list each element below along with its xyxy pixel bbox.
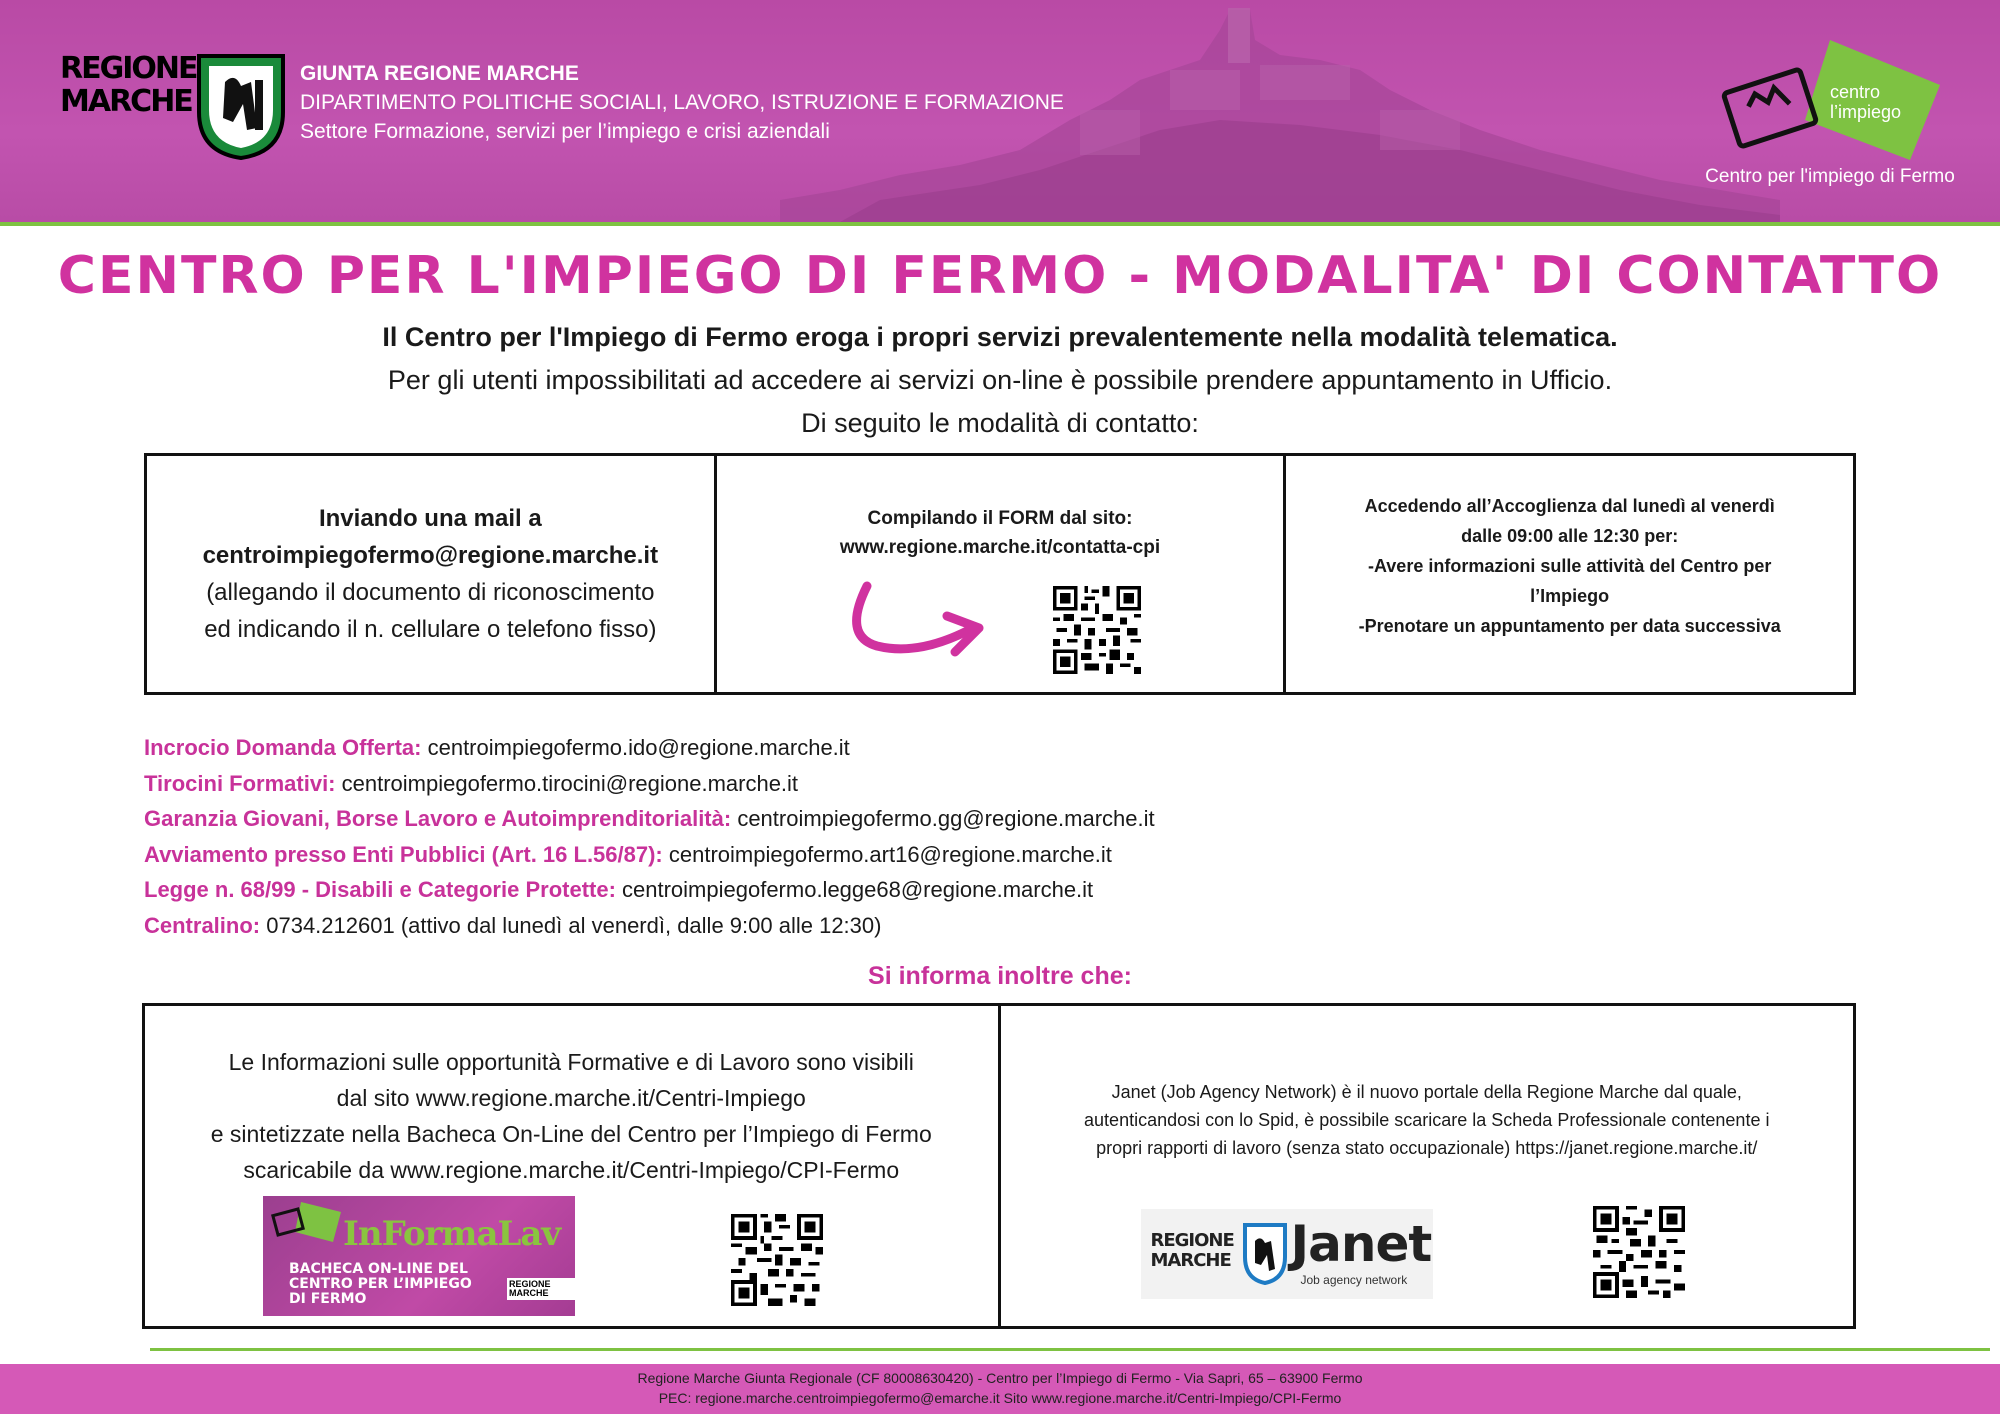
- contact-item-centralino: [144, 908, 1155, 944]
- inform-heading: Si informa inoltre che:: [868, 962, 1132, 990]
- janet-subtitle: Job agency network: [1300, 1273, 1408, 1287]
- mail-note-2: ed indicando il n. cellulare o telefono fisso): [204, 616, 657, 643]
- contact-label: Tirocini Formativi:: [144, 770, 336, 796]
- info-bacheca-cell: [145, 1006, 1001, 1326]
- acc-line-3: -Avere informazioni sulle attività del Centro per: [1367, 556, 1772, 576]
- dipartimento-title: DIPARTIMENTO POLITICHE SOCIALI, LAVORO, ISTRUZIONE E FORMAZIONE: [300, 91, 1064, 114]
- informalav-subtitle: BACHECA ON-LINE DEL CENTRO PER L’IMPIEGO DI FERMO: [289, 1261, 472, 1307]
- mail-address-link[interactable]: centroimpiegofermo@regione.marche.it: [202, 542, 659, 569]
- contact-label: Avviamento presso Enti Pubblici (Art. 16 L.56/87):: [144, 841, 663, 867]
- info-right-line-3: propri rapporti di lavoro (senza stato occupazionale) https://janet.regione.marche.it/: [1096, 1138, 1758, 1158]
- mail-note-1: (allegando il documento di riconoscimento: [206, 579, 655, 606]
- qr-code-janet-icon[interactable]: [1593, 1206, 1685, 1298]
- contact-phone: 0734.212601 (attivo dal lunedì al venerdì, dalle 9:00 alle 12:30): [260, 912, 882, 938]
- giunta-title: GIUNTA REGIONE MARCHE: [300, 62, 579, 85]
- acc-line-5: -Prenotare un appuntamento per data successiva: [1358, 616, 1781, 636]
- regione-marche-wordmark: REGIONE MARCHE: [60, 51, 197, 119]
- regione-marche-logo: [60, 48, 290, 166]
- footer-divider: [150, 1348, 1990, 1351]
- contact-item-garanzia: [144, 801, 1155, 837]
- contact-modes-table: [144, 453, 1856, 695]
- qr-code-bacheca-icon[interactable]: [731, 1214, 823, 1306]
- info-right-line-2: autenticandosi con lo Spid, è possibile scaricare la Scheda Professionale contenente i: [1084, 1110, 1770, 1130]
- contact-mode-form: [717, 456, 1287, 692]
- intro-line-2: Per gli utenti impossibilitati ad accedere ai servizi on-line è possibile prendere appuntamento in Ufficio.: [387, 365, 1613, 395]
- mail-intro: Inviando una mail a: [318, 505, 542, 532]
- info-left-line-2: dal sito www.regione.marche.it/Centri-Impiego: [336, 1085, 806, 1111]
- regione-marche-mini-logo: REGIONE MARCHE: [507, 1278, 575, 1300]
- form-intro: Compilando il FORM dal sito:: [867, 508, 1133, 529]
- contact-mode-accoglienza: [1286, 456, 1853, 692]
- contact-list: [144, 730, 1155, 943]
- footer-line-1: Regione Marche Giunta Regionale (CF 80008630420) - Centro per l’Impiego di Fermo - Via Sapri, 65 – 63900 Fermo: [637, 1370, 1363, 1386]
- intro-line-1: Il Centro per l'Impiego di Fermo eroga i propri servizi prevalentemente nella modalità telematica.: [382, 322, 1618, 352]
- contact-item-tirocini: [144, 766, 1155, 802]
- contact-email-link[interactable]: centroimpiegofermo.legge68@regione.marche.it: [615, 877, 1094, 902]
- janet-title: Janet: [1290, 1215, 1432, 1273]
- contact-email-link[interactable]: centroimpiegofermo.gg@regione.marche.it: [731, 806, 1155, 831]
- contact-email-link[interactable]: centroimpiegofermo.art16@regione.marche.it: [662, 841, 1112, 867]
- info-left-line-3: e sintetizzate nella Bacheca On-Line del Centro per l’Impiego di Fermo: [210, 1121, 932, 1147]
- acc-line-4: l’Impiego: [1530, 586, 1610, 606]
- contact-item-legge68: [144, 872, 1155, 908]
- settore-title: Settore Formazione, servizi per l’impiego e crisi aziendali: [300, 120, 830, 143]
- contact-item-ido: [144, 730, 1155, 766]
- header-banner: [0, 0, 2000, 222]
- contact-mode-mail: [147, 456, 717, 692]
- janet-regione-marche-text: REGIONE MARCHE: [1150, 1230, 1234, 1271]
- centro-impiego-logo: [1720, 40, 1940, 160]
- info-left-line-1: Le Informazioni sulle opportunità Formative e di Lavoro sono visibili: [228, 1049, 914, 1075]
- contact-email-link[interactable]: centroimpiegofermo.ido@regione.marche.it: [421, 735, 850, 760]
- cpi-logo-text1: centro: [1830, 82, 1881, 102]
- footer-line-2: PEC: regione.marche.centroimpiegofermo@emarche.it Sito www.regione.marche.it/Centri-Impiego/CPI-Fermo: [658, 1390, 1342, 1406]
- cpi-logo-text2: l’impiego: [1830, 102, 1902, 122]
- contact-label: Incrocio Domanda Offerta:: [144, 735, 422, 760]
- contact-label: Garanzia Giovani, Borse Lavoro e Autoimprenditorialità:: [144, 806, 732, 831]
- cpi-caption: Centro per l'impiego di Fermo: [1705, 166, 1955, 187]
- footer: [0, 1364, 2000, 1414]
- curved-arrow-icon: [847, 576, 997, 676]
- contact-label: Legge n. 68/99 - Disabili e Categorie Protette:: [144, 877, 616, 902]
- janet-logo[interactable]: [1141, 1209, 1433, 1299]
- info-left-line-4: scaricabile da www.regione.marche.it/Centri-Impiego/CPI-Fermo: [243, 1157, 900, 1183]
- header-divider: [0, 222, 2000, 226]
- janet-shield-icon: [1241, 1221, 1289, 1285]
- page-title: CENTRO PER L'IMPIEGO DI FERMO - MODALITA' DI CONTATTO: [57, 246, 1943, 306]
- contact-email-link[interactable]: centroimpiegofermo.tirocini@regione.marche.it: [335, 770, 799, 796]
- informalav-banner[interactable]: [263, 1196, 575, 1316]
- qr-code-form-icon[interactable]: [1053, 586, 1141, 674]
- informalav-title: InFormaLav: [343, 1214, 561, 1254]
- acc-line-2: dalle 09:00 alle 12:30 per:: [1461, 526, 1679, 546]
- info-janet-cell: [1001, 1006, 1854, 1326]
- form-url-link[interactable]: www.regione.marche.it/contatta-cpi: [839, 537, 1161, 558]
- giunta-header-text: [300, 60, 1064, 146]
- contact-label: Centralino:: [144, 912, 261, 938]
- intro-text: [0, 316, 2000, 445]
- acc-line-1: Accedendo all’Accoglienza dal lunedì al venerdì: [1364, 496, 1775, 516]
- intro-line-3: Di seguito le modalità di contatto:: [801, 408, 1199, 438]
- contact-item-art16: [144, 837, 1155, 873]
- shield-icon: [195, 52, 287, 162]
- info-right-line-1: Janet (Job Agency Network) è il nuovo portale della Regione Marche dal quale,: [1111, 1082, 1742, 1102]
- centro-impiego-mini-logo: [271, 1202, 341, 1242]
- info-table: [142, 1003, 1856, 1329]
